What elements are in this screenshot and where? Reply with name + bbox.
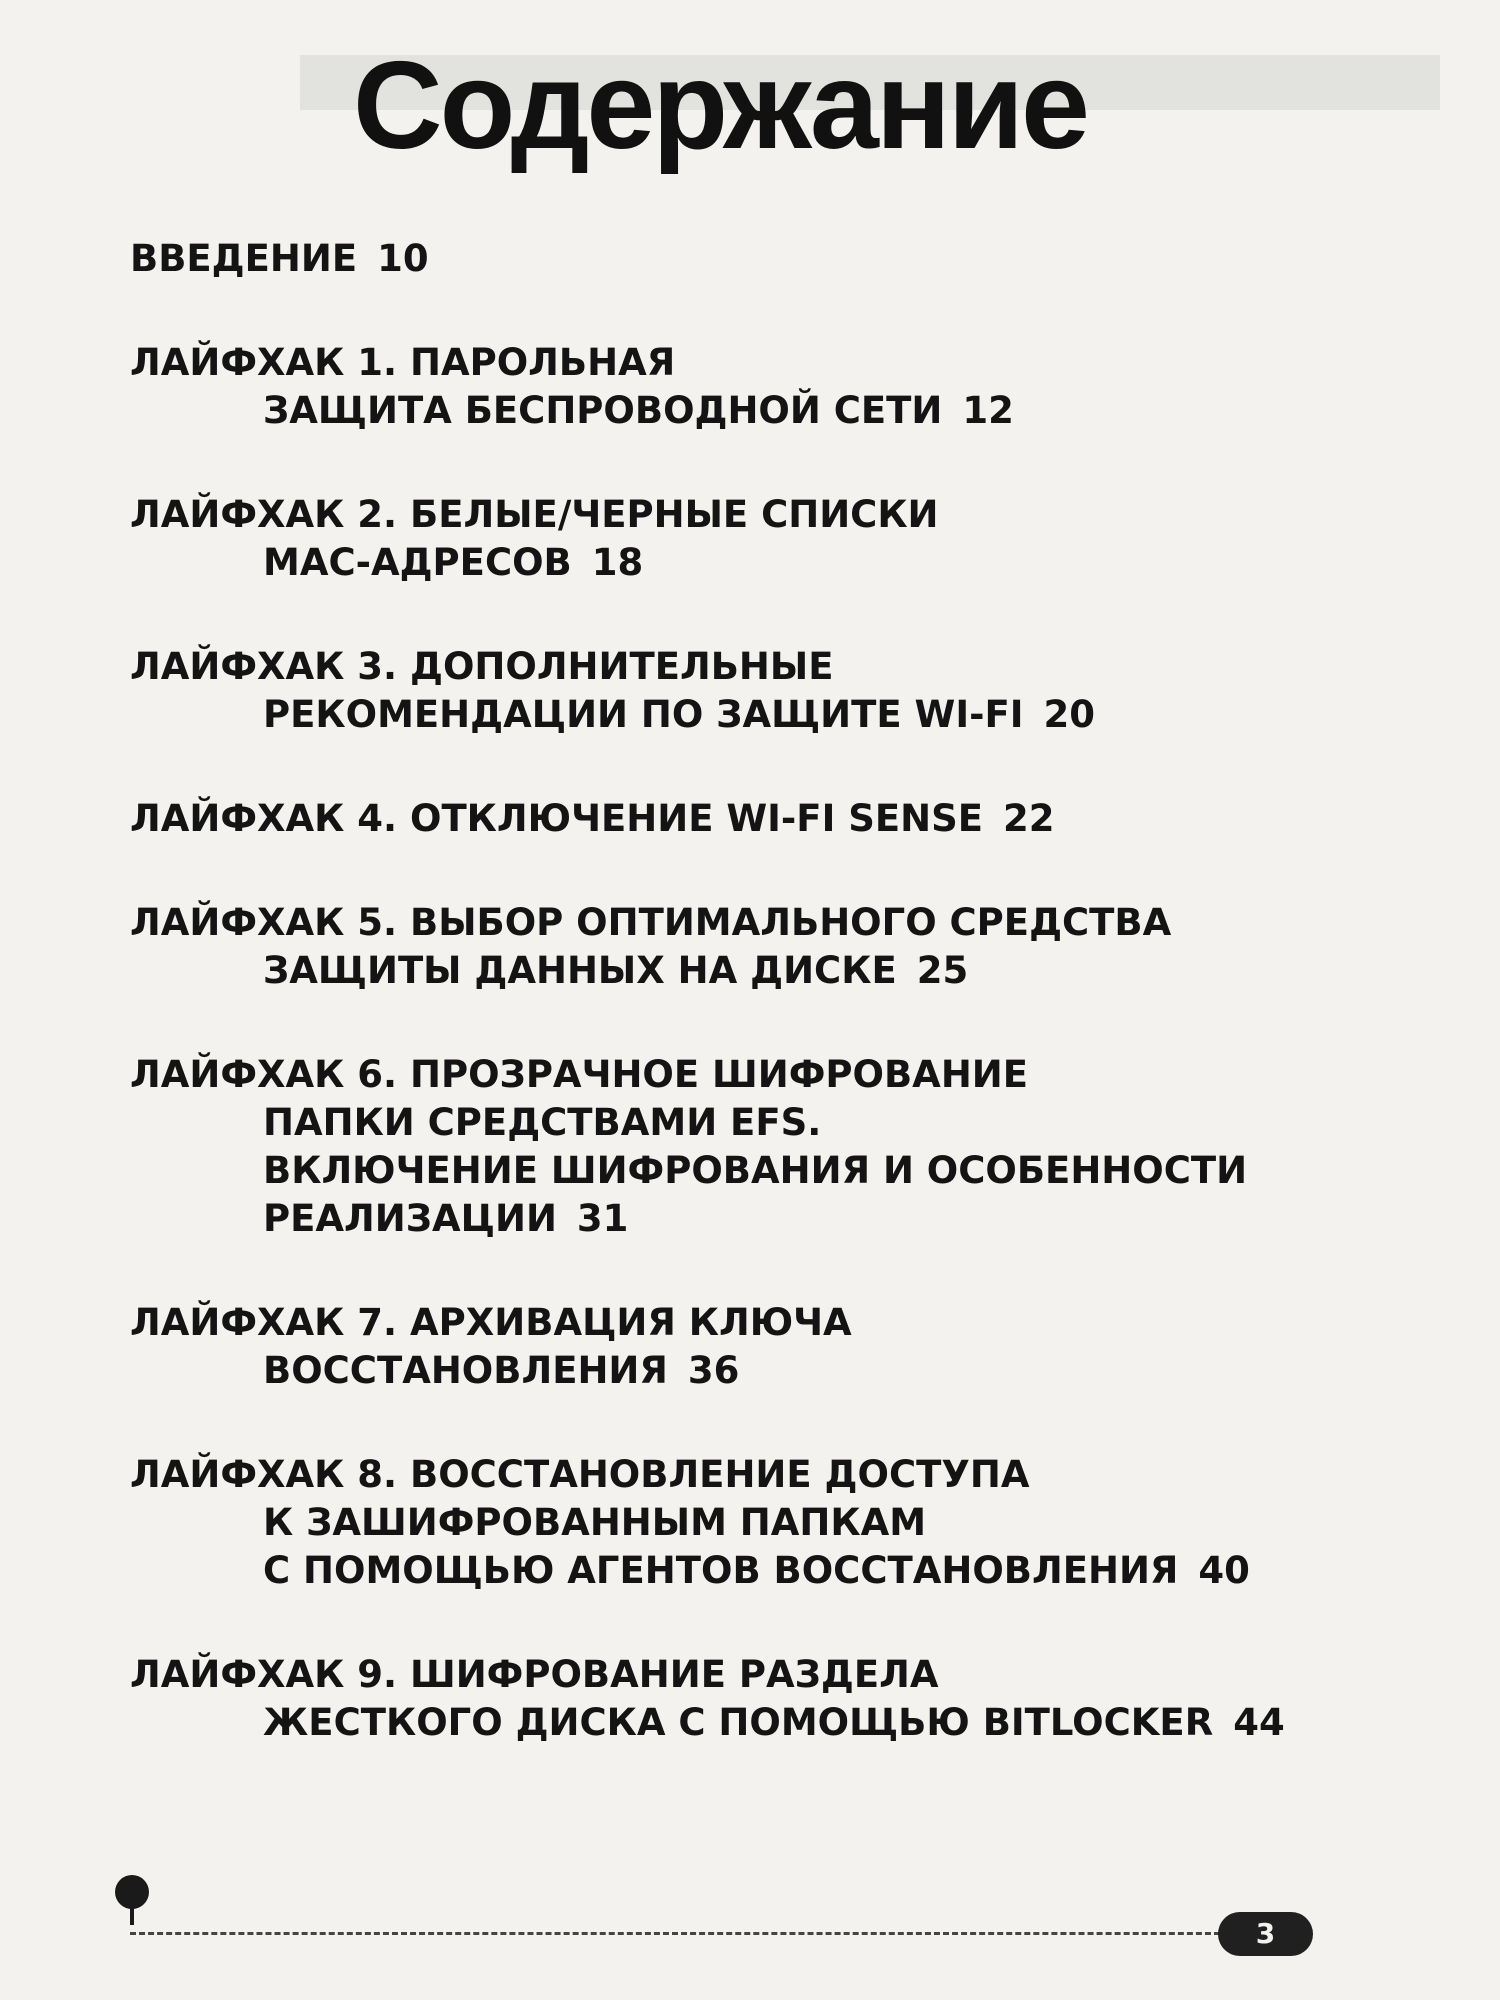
toc-entry-title: ЛАЙФХАК 9. ШИФРОВАНИЕ РАЗДЕЛА — [130, 1653, 939, 1696]
toc-entry-title: ЛАЙФХАК 8. ВОССТАНОВЛЕНИЕ ДОСТУПА — [130, 1453, 1030, 1496]
toc-entry-title: ЛАЙФХАК 6. ПРОЗРАЧНОЕ ШИФРОВАНИЕ — [130, 1053, 1029, 1096]
footer-dashed-rule — [130, 1932, 1220, 1935]
toc-entry-line — [130, 899, 1300, 947]
toc-page-number: 18 — [591, 541, 644, 584]
toc-page-number: 31 — [576, 1197, 629, 1240]
toc-entry-line — [130, 1651, 1300, 1699]
toc-entry-line — [130, 1299, 1300, 1347]
toc-entry-final-line — [130, 947, 1300, 995]
toc-entry — [130, 235, 1300, 283]
toc-entry-line — [130, 643, 1300, 691]
toc-entry-final-line — [130, 387, 1300, 435]
toc-page-number: 44 — [1233, 1701, 1285, 1744]
toc-entry — [130, 1051, 1300, 1243]
toc-entry-title: ЗАЩИТА БЕСПРОВОДНОЙ СЕТИ — [263, 389, 943, 432]
toc-page-number: 36 — [687, 1349, 740, 1392]
toc-entry — [130, 491, 1300, 587]
toc-entry-line — [130, 1099, 1300, 1147]
toc-page-number: 25 — [916, 949, 969, 992]
page-number-badge: 3 — [1218, 1912, 1313, 1956]
toc-entry-title: ПАПКИ СРЕДСТВАМИ EFS. — [263, 1101, 822, 1144]
toc-page-number: 22 — [1003, 797, 1055, 840]
toc-entry-final-line — [130, 235, 1300, 283]
bullet-stem — [130, 1905, 134, 1925]
toc-entry-title: ВОССТАНОВЛЕНИЯ — [263, 1349, 668, 1392]
toc-entry-final-line — [130, 795, 1300, 843]
toc-entry — [130, 795, 1300, 843]
toc-entry-title: ВКЛЮЧЕНИЕ ШИФРОВАНИЯ И ОСОБЕННОСТИ — [263, 1149, 1248, 1192]
table-of-contents — [130, 235, 1300, 1803]
page-title: Содержание — [353, 37, 1087, 175]
toc-page-number: 12 — [962, 389, 1014, 432]
toc-entry — [130, 1651, 1300, 1747]
toc-entry-title: ЛАЙФХАК 4. ОТКЛЮЧЕНИЕ WI-FI SENSE — [130, 797, 984, 840]
toc-entry-title: ЛАЙФХАК 3. ДОПОЛНИТЕЛЬНЫЕ — [130, 645, 834, 688]
toc-entry-final-line — [130, 1699, 1300, 1747]
toc-page-number: 10 — [377, 237, 429, 280]
toc-entry-final-line — [130, 1547, 1300, 1595]
toc-entry-title: РЕАЛИЗАЦИИ — [263, 1197, 557, 1240]
toc-page-number: 40 — [1198, 1549, 1250, 1592]
toc-entry-final-line — [130, 1347, 1300, 1395]
toc-entry-title: РЕКОМЕНДАЦИИ ПО ЗАЩИТЕ WI-FI — [263, 693, 1024, 736]
toc-entry — [130, 1299, 1300, 1395]
toc-entry-title: ЛАЙФХАК 5. ВЫБОР ОПТИМАЛЬНОГО СРЕДСТВА — [130, 901, 1172, 944]
bullet-marker — [115, 1875, 149, 1909]
toc-entry-title: ВВЕДЕНИЕ — [130, 237, 358, 280]
toc-entry-line — [130, 339, 1300, 387]
toc-entry-title: ЛАЙФХАК 7. АРХИВАЦИЯ КЛЮЧА — [130, 1301, 852, 1344]
toc-entry — [130, 643, 1300, 739]
toc-entry-final-line — [130, 1195, 1300, 1243]
toc-entry-final-line — [130, 539, 1300, 587]
toc-entry-title: К ЗАШИФРОВАННЫМ ПАПКАМ — [263, 1501, 927, 1544]
toc-entry-line — [130, 491, 1300, 539]
toc-entry-title: ЛАЙФХАК 2. БЕЛЫЕ/ЧЕРНЫЕ СПИСКИ — [130, 493, 939, 536]
toc-entry-title: ЗАЩИТЫ ДАННЫХ НА ДИСКЕ — [263, 949, 897, 992]
toc-entry — [130, 899, 1300, 995]
toc-entry-title: ЖЕСТКОГО ДИСКА С ПОМОЩЬЮ BITLOCKER — [263, 1701, 1214, 1744]
toc-entry-line — [130, 1451, 1300, 1499]
toc-page-number: 20 — [1043, 693, 1095, 736]
toc-entry-final-line — [130, 691, 1300, 739]
toc-entry-line — [130, 1147, 1300, 1195]
toc-entry-title: МАС-АДРЕСОВ — [263, 541, 572, 584]
toc-entry — [130, 1451, 1300, 1595]
toc-entry — [130, 339, 1300, 435]
toc-entry-title: С ПОМОЩЬЮ АГЕНТОВ ВОССТАНОВЛЕНИЯ — [263, 1549, 1179, 1592]
toc-entry-line — [130, 1499, 1300, 1547]
toc-entry-line — [130, 1051, 1300, 1099]
toc-entry-title: ЛАЙФХАК 1. ПАРОЛЬНАЯ — [130, 341, 676, 384]
